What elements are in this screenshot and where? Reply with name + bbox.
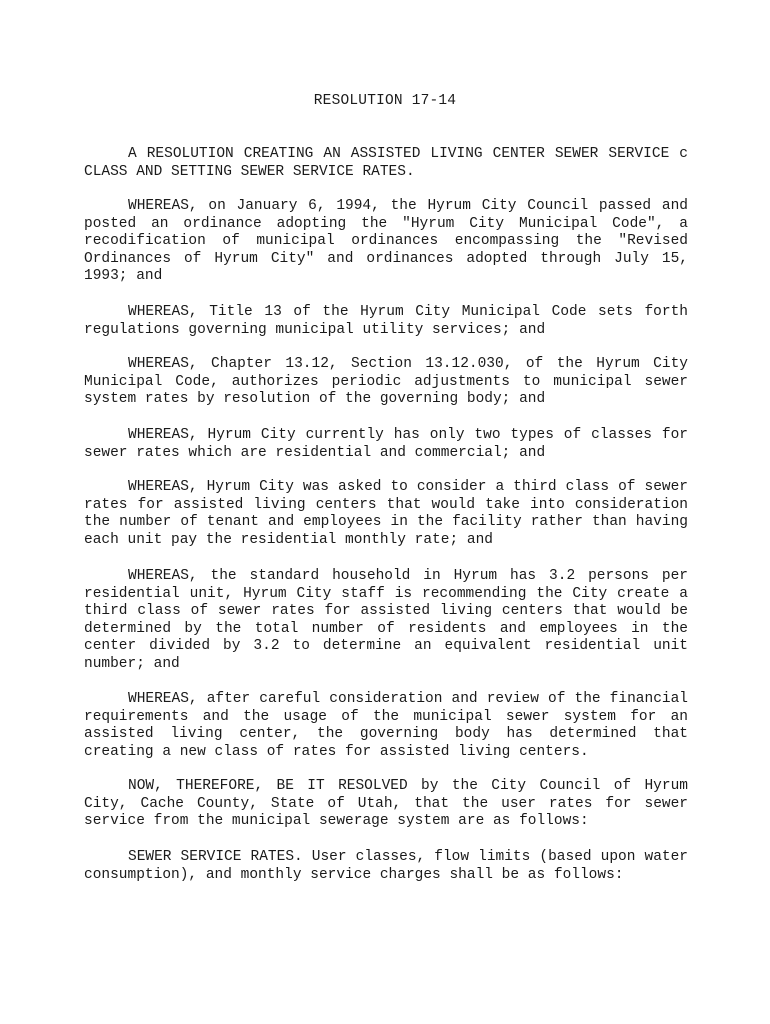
resolution-title: RESOLUTION 17-14 (313, 93, 457, 109)
paragraph-sewer-service-rates: SEWER SERVICE RATES. User classes, flow limits (based upon water consumption), and monthly service charges shall be as follows: (84, 849, 688, 883)
paragraph-whereas-6: WHEREAS, the standard household in Hyrum has 3.2 persons per residential unit, Hyrum City staff is recommending the City create a third class of sewer rates for assisted living centers that would be determined by the total number of residents and employees in the center divided by 3.2 to determine an equivalent residential unit number; and (84, 568, 688, 672)
paragraph-whereas-5: WHEREAS, Hyrum City was asked to consider a third class of sewer rates for assisted living centers that would take into consideration the number of tenant and employees in the facility rather than having each unit pay the residential monthly rate; and (84, 479, 688, 548)
paragraph-whereas-4: WHEREAS, Hyrum City currently has only two types of classes for sewer rates which are residential and commercial; and (84, 427, 688, 461)
paragraph-resolved: NOW, THEREFORE, BE IT RESOLVED by the City Council of Hyrum City, Cache County, State of Utah, that the user rates for sewer service from the municipal sewerage system are as follows: (84, 778, 688, 829)
paragraph-whereas-7: WHEREAS, after careful consideration and review of the financial requirements and the usage of the municipal sewer system for an assisted living center, the governing body has determined that creating a new class of rates for assisted living centers. (84, 691, 688, 760)
paragraph-preamble: A RESOLUTION CREATING AN ASSISTED LIVING CENTER SEWER SERVICE c CLASS AND SETTING SEWER SERVICE RATES. (84, 146, 688, 180)
paragraph-whereas-2: WHEREAS, Title 13 of the Hyrum City Municipal Code sets forth regulations governing municipal utility services; and (84, 304, 688, 338)
paragraph-whereas-1: WHEREAS, on January 6, 1994, the Hyrum City Council passed and posted an ordinance adopting the "Hyrum City Municipal Code", a recodification of municipal ordinances encompassing the "Revised Ordinances of Hyrum City" and ordinances adopted through July 15, 1993; and (84, 198, 688, 284)
paragraph-whereas-3: WHEREAS, Chapter 13.12, Section 13.12.030, of the Hyrum City Municipal Code, authorizes periodic adjustments to municipal sewer system rates by resolution of the governing body; and (84, 356, 688, 407)
